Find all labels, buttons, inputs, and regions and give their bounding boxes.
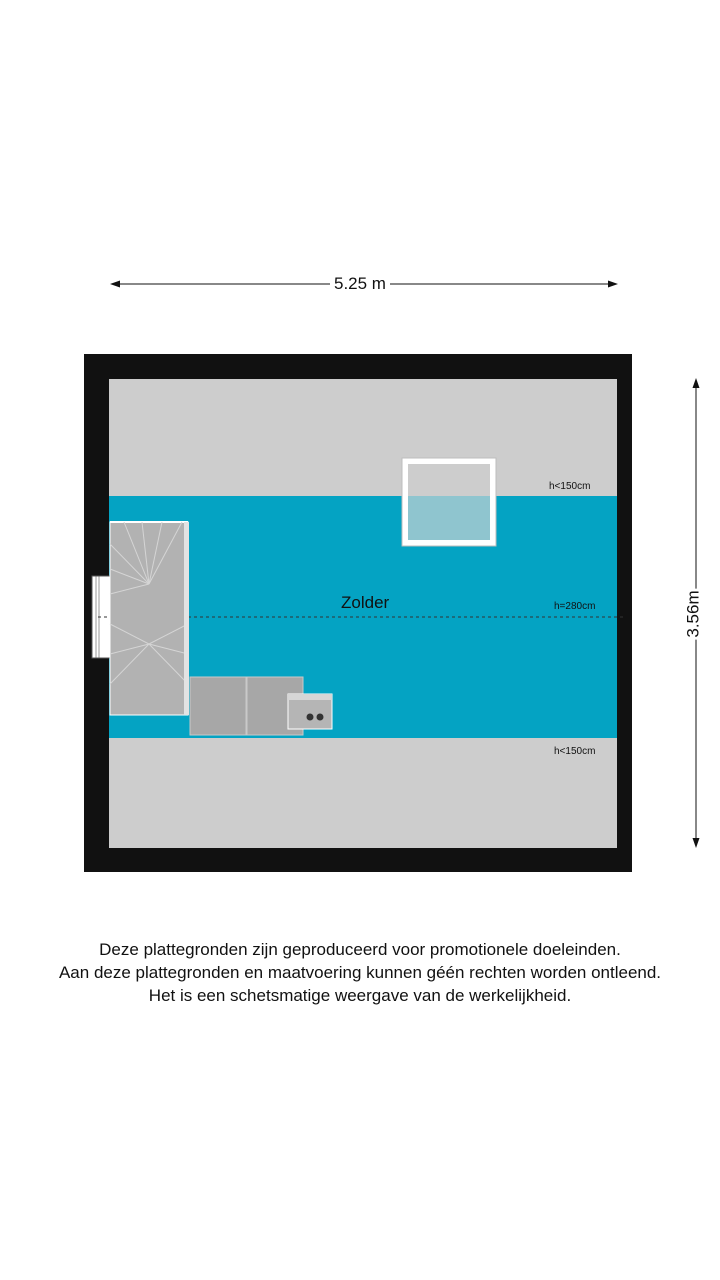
height-label-bottom: h<150cm [554,746,596,757]
staircase [110,522,189,715]
disclaimer-line-3: Het is een schetsmatige weergave van de werkelijkheid. [148,986,572,1005]
height-label-middle: h=280cm [554,601,596,612]
height-dimension-label: 3.56m [682,588,706,639]
roof-window [402,458,496,546]
disclaimer-line-1: Deze plattegronden zijn geproduceerd voor promotionele doeleinden. [99,940,621,959]
boiler-unit [288,694,332,729]
cabinets [190,677,303,735]
height-label-top: h<150cm [549,481,591,492]
width-dimension-label: 5.25 m [330,274,390,294]
room-name-zolder: Zolder [341,593,390,612]
disclaimer-line-2: Aan deze plattegronden en maatvoering kunnen géén rechten worden ontleend. [58,963,662,982]
floor-plan [84,354,632,872]
disclaimer [0,938,720,1007]
